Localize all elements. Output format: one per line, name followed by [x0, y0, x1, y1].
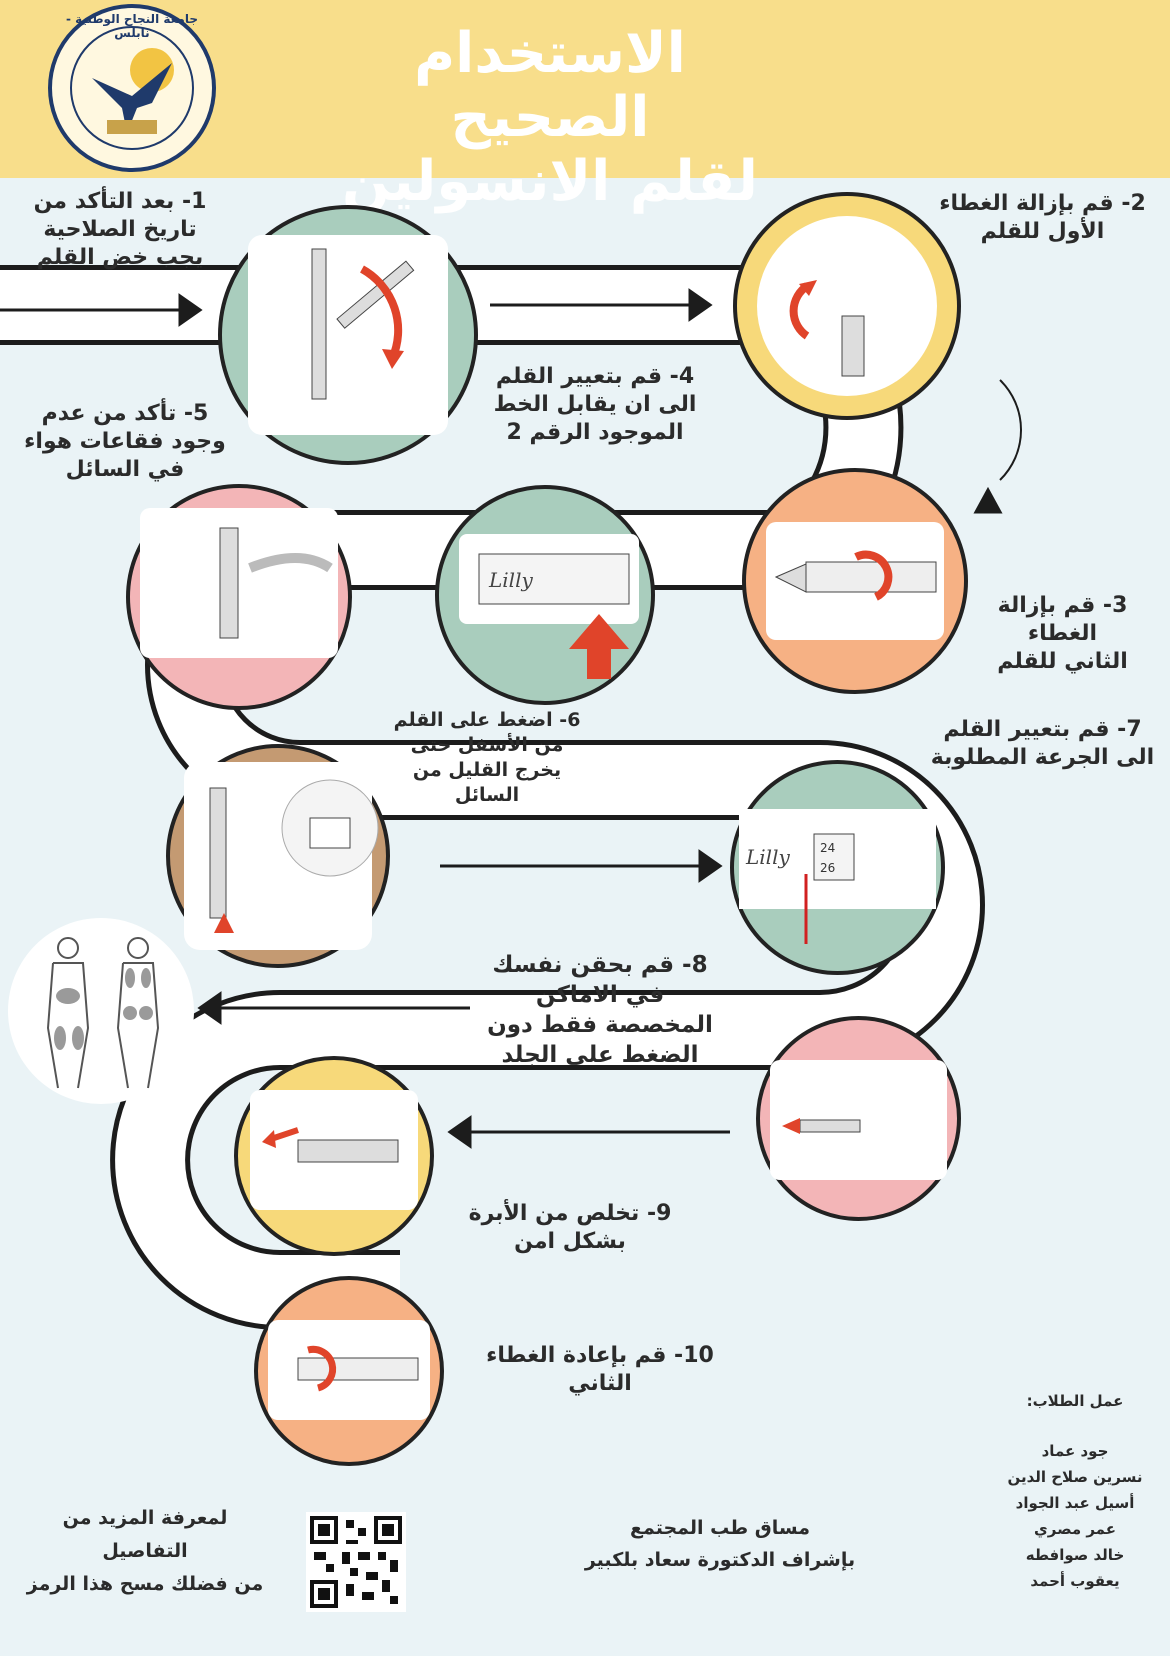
more-info — [10, 1502, 280, 1601]
more-info-line: من فضلك مسح هذا الرمز — [26, 1573, 264, 1595]
step-6-image — [166, 744, 390, 968]
student-name: عمر مصري — [1033, 1520, 1116, 1538]
step-3-line: 3- قم بإزالة الغطاء — [997, 593, 1128, 646]
prime-pen-icon — [170, 748, 386, 964]
step-8-line: 8- قم بحقن نفسك — [492, 952, 708, 978]
injection-sites-figure — [8, 918, 194, 1104]
step-10-line: 10- قم بإعادة الغطاء — [486, 1343, 714, 1368]
cap-remove-icon — [737, 196, 957, 416]
arrow-icon — [700, 852, 720, 880]
step-7-line: الى الجرعة المطلوبة — [930, 745, 1155, 770]
recap-icon — [258, 1280, 440, 1462]
needle-dispose-icon — [238, 1060, 430, 1252]
step-2-line: الأول للقلم — [980, 219, 1105, 244]
dose-select-icon — [734, 764, 941, 971]
title-line-2: لقلم الانسولين — [342, 149, 758, 214]
step-10-line: الثاني — [568, 1371, 632, 1396]
more-info-line: التفاصيل — [102, 1540, 188, 1562]
step-2-line: 2- قم بإزالة الغطاء — [939, 191, 1146, 216]
step-8-line: في الاماكن — [535, 982, 665, 1008]
step-5-line: في السائل — [65, 457, 185, 482]
student-name: أسيل عبد الجواد — [1015, 1494, 1135, 1512]
step-4-line: الموجود الرقم 2 — [506, 420, 684, 445]
step-9-line: بشكل امن — [514, 1229, 626, 1254]
arrow-icon — [976, 490, 1000, 512]
students-heading: عمل الطلاب: — [1026, 1392, 1124, 1410]
step-7-text — [920, 716, 1165, 772]
student-name: نسرين صلاح الدين — [1007, 1468, 1143, 1486]
step-1-text — [30, 188, 210, 272]
step-8-text — [470, 950, 730, 1070]
step-1-line: تاريخ الصلاحية — [43, 217, 197, 242]
step-4-line: الى ان يقابل الخط — [493, 392, 697, 417]
brand-label-2: Lilly — [746, 845, 790, 869]
step-9-line: 9- تخلص من الأبرة — [468, 1201, 672, 1226]
step-9-image — [234, 1056, 434, 1256]
step-4-line: 4- قم بتعيير القلم — [495, 364, 695, 389]
step-10-text — [470, 1342, 730, 1398]
more-info-line: لمعرفة المزيد من — [62, 1507, 228, 1529]
step-6-line: من الأسفل حتى — [410, 734, 564, 756]
step-2-image — [733, 192, 961, 420]
inner-cap-remove-icon — [746, 472, 964, 690]
step-2-text — [930, 190, 1155, 246]
step-3-text — [960, 592, 1165, 676]
step-6-line: يخرج القليل من — [412, 759, 562, 781]
step-6-text — [382, 708, 592, 808]
step-5-text — [10, 400, 240, 484]
step-4-image — [435, 485, 655, 705]
step-6-line: السائل — [454, 784, 520, 806]
inject-icon — [760, 1020, 957, 1217]
step-5-line: 5- تأكد من عدم — [41, 401, 209, 426]
step-7-line: 7- قم بتعيير القلم — [943, 717, 1142, 742]
dose-b-label: 26 — [820, 861, 836, 875]
qr-code[interactable] — [306, 1512, 406, 1612]
brand-label: Lilly — [489, 568, 533, 592]
title-line-1: الاستخدام الصحيح — [414, 21, 686, 150]
arrow-icon — [450, 1118, 470, 1146]
dose-a-label: 24 — [820, 841, 836, 855]
step-9-text — [450, 1200, 690, 1256]
step-1-line: يجب خض القلم — [36, 245, 204, 270]
body-outline-icon — [8, 918, 194, 1104]
step-8-image — [756, 1016, 961, 1221]
step-5-line: وجود فقاعات هواء — [24, 429, 226, 454]
step-8-line: الضغط على الجلد — [501, 1042, 699, 1068]
students-credits — [985, 1388, 1165, 1594]
student-name: جود عماد — [1041, 1442, 1109, 1460]
step-10-image — [254, 1276, 444, 1466]
step-1-line: 1- بعد التأكد من — [33, 189, 207, 214]
step-3-image — [742, 468, 968, 694]
dose-dial-icon — [439, 489, 651, 701]
student-name: خالد صوافطه — [1025, 1546, 1125, 1564]
step-7-image — [730, 760, 945, 975]
logo-text: جامعة النجاح الوطنية - نابلس — [66, 12, 198, 40]
course-name: مساق طب المجتمع — [629, 1517, 810, 1539]
step-4-text — [470, 363, 720, 447]
supervisor: بإشراف الدكتورة سعاد بلكبير — [584, 1549, 856, 1571]
course-info — [560, 1512, 880, 1576]
step-5-image — [126, 484, 352, 710]
step-6-line: 6- اضغط على القلم — [393, 709, 581, 731]
pen-shake-icon — [222, 209, 474, 461]
qr-code-icon — [306, 1512, 406, 1612]
tap-bubbles-icon — [130, 488, 348, 706]
student-name: يعقوب أحمد — [1030, 1572, 1120, 1590]
step-3-line: الثاني للقلم — [997, 649, 1128, 674]
step-1-image — [218, 205, 478, 465]
step-8-line: المخصصة فقط دون — [487, 1012, 713, 1038]
